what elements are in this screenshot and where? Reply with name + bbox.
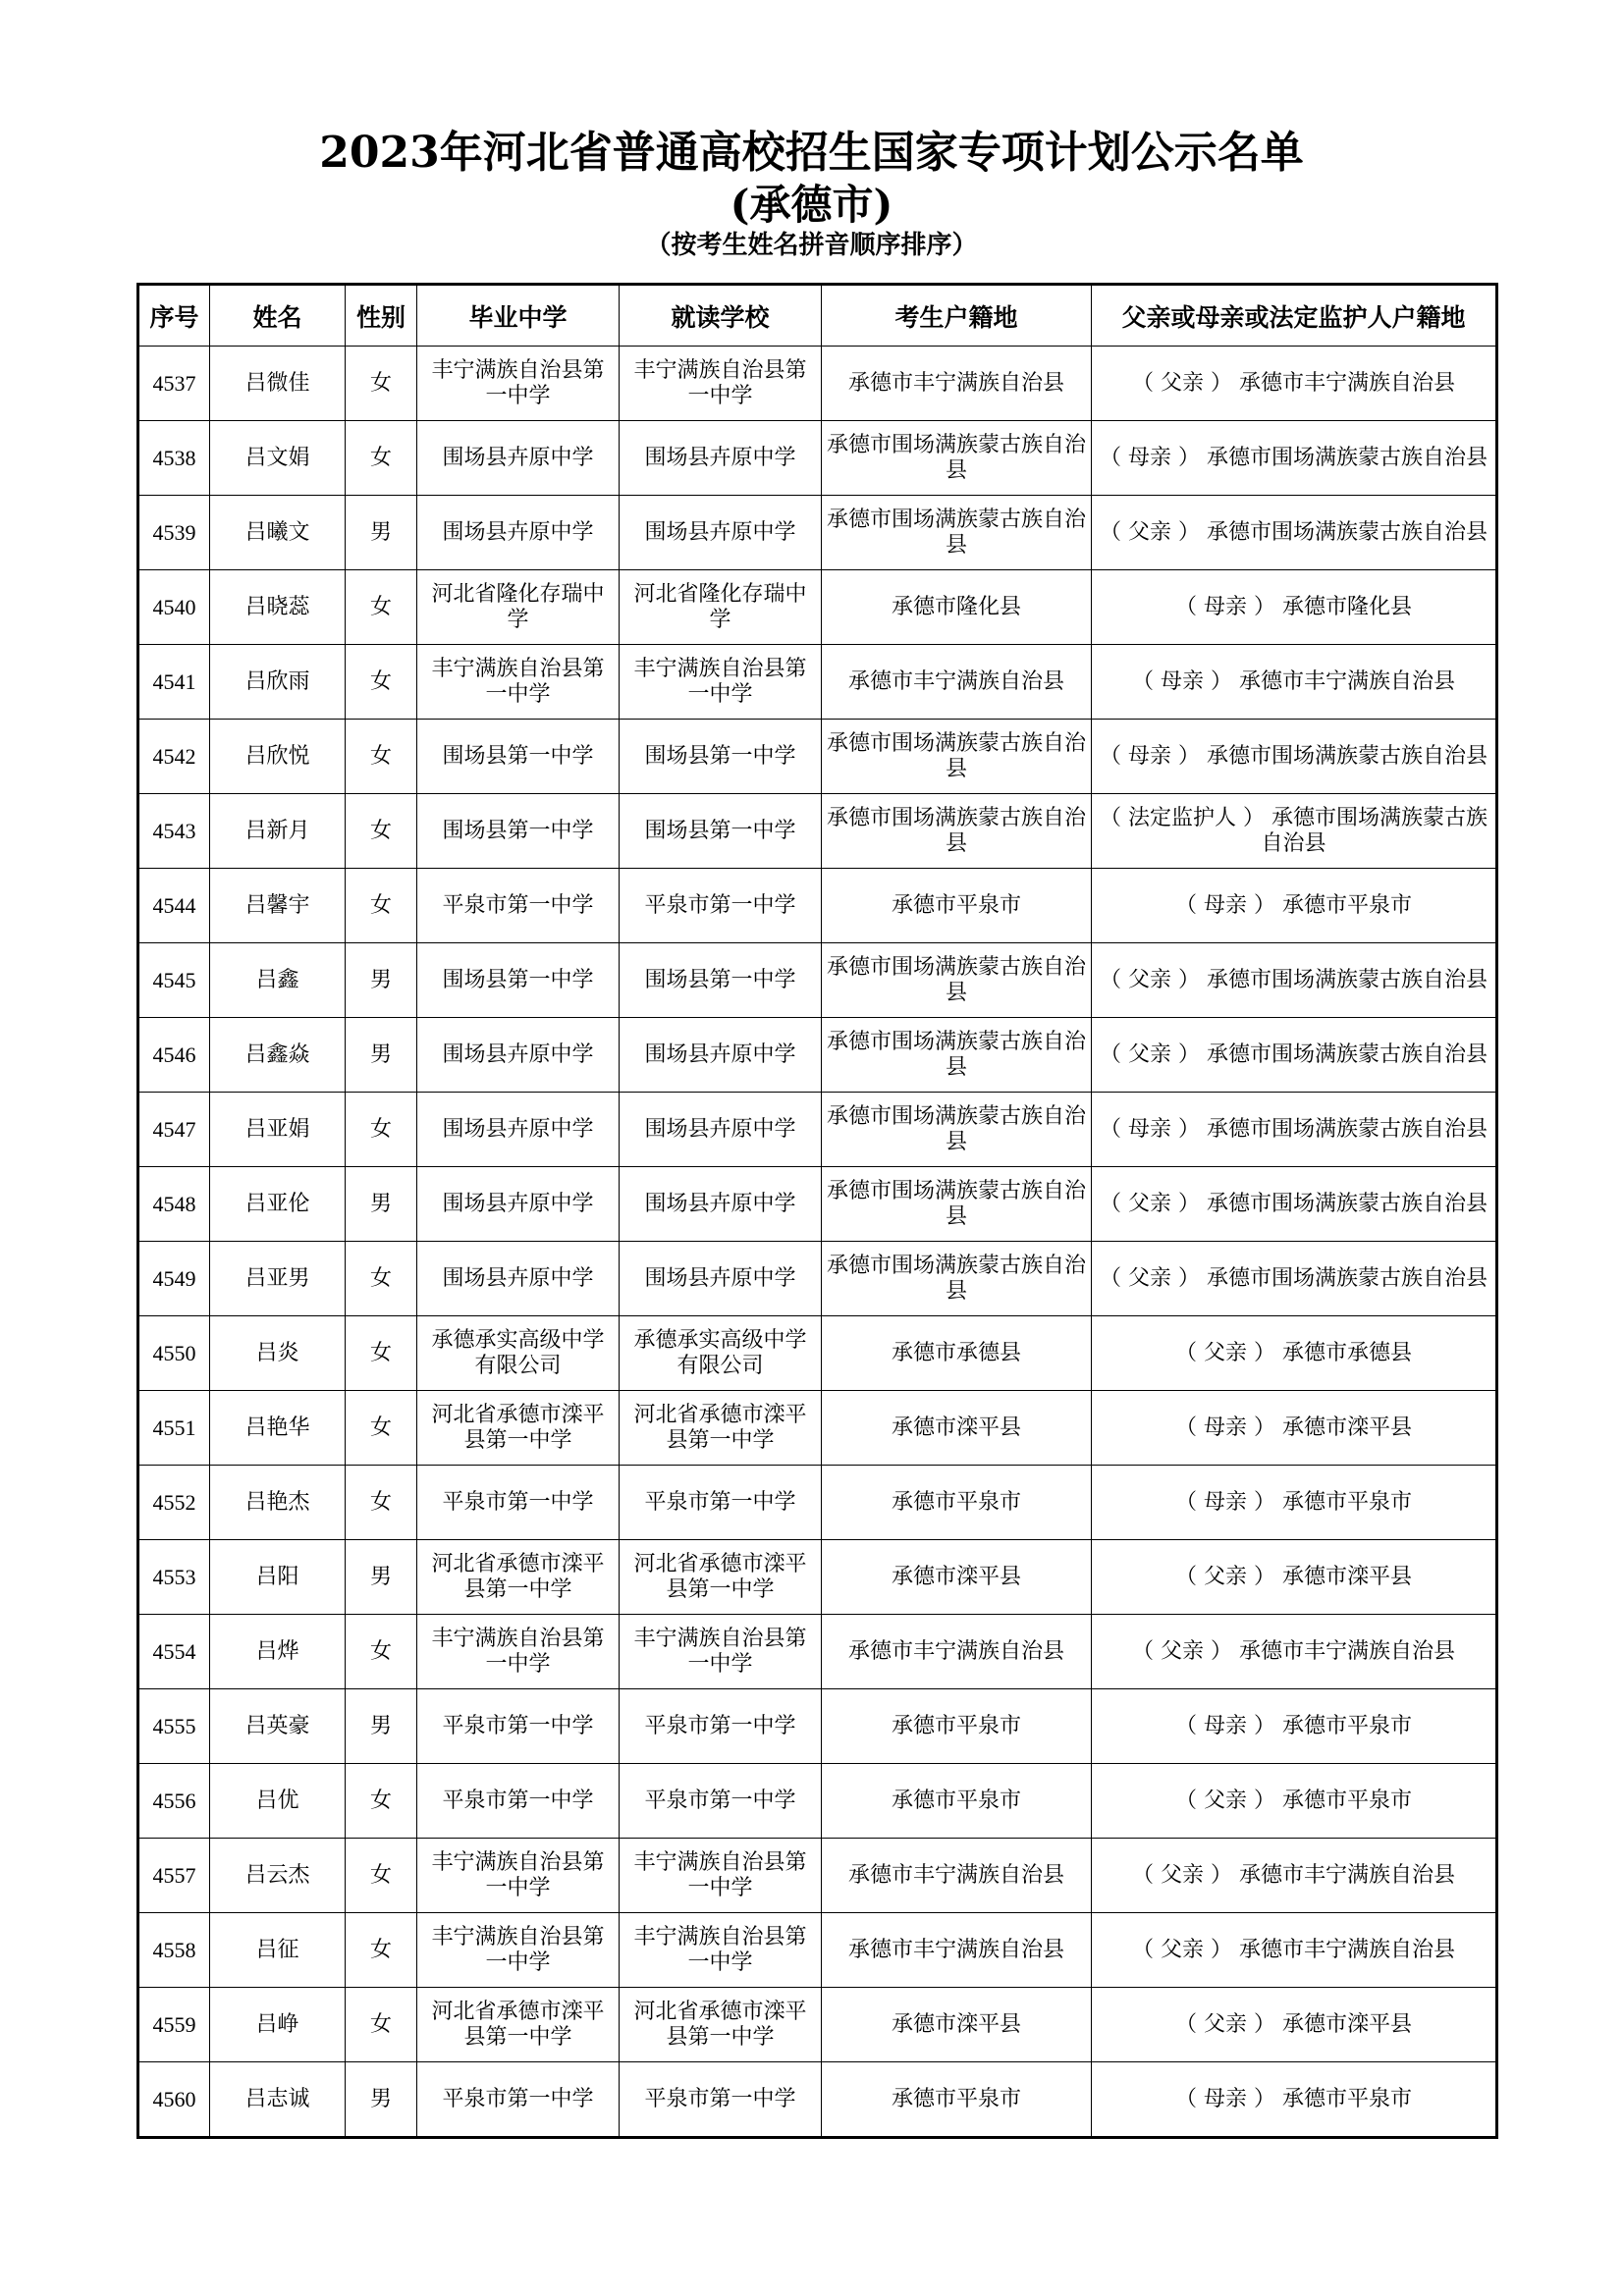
page-subtitle: (承德市) bbox=[730, 181, 893, 229]
cell-gender: 女 bbox=[346, 570, 417, 645]
cell-graduation-school: 丰宁满族自治县第一中学 bbox=[417, 645, 620, 720]
cell-guardian-registration: （ 父亲 ） 承德市滦平县 bbox=[1092, 1540, 1497, 1615]
cell-household-registration: 承德市围场满族蒙古族自治县 bbox=[822, 794, 1092, 869]
header-row bbox=[138, 285, 1497, 347]
cell-gender: 男 bbox=[346, 943, 417, 1018]
cell-number: 4557 bbox=[138, 1839, 210, 1913]
cell-guardian-registration: （ 父亲 ） 承德市平泉市 bbox=[1092, 1764, 1497, 1839]
cell-household-registration: 承德市围场满族蒙古族自治县 bbox=[822, 720, 1092, 794]
cell-gender: 女 bbox=[346, 1764, 417, 1839]
roster-table bbox=[136, 283, 1498, 2139]
cell-guardian-registration: （ 母亲 ） 承德市丰宁满族自治县 bbox=[1092, 645, 1497, 720]
cell-number: 4556 bbox=[138, 1764, 210, 1839]
cell-guardian-registration: （ 母亲 ） 承德市围场满族蒙古族自治县 bbox=[1092, 720, 1497, 794]
cell-household-registration: 承德市围场满族蒙古族自治县 bbox=[822, 943, 1092, 1018]
cell-guardian-registration: （ 父亲 ） 承德市丰宁满族自治县 bbox=[1092, 347, 1497, 421]
cell-graduation-school: 围场县卉原中学 bbox=[417, 1093, 620, 1167]
cell-graduation-school: 河北省承德市滦平县第一中学 bbox=[417, 1540, 620, 1615]
cell-number: 4539 bbox=[138, 496, 210, 570]
cell-guardian-registration: （ 父亲 ） 承德市丰宁满族自治县 bbox=[1092, 1839, 1497, 1913]
cell-gender: 女 bbox=[346, 1466, 417, 1540]
cell-name: 吕志诚 bbox=[210, 2062, 346, 2138]
table-row bbox=[138, 347, 1497, 421]
cell-gender: 女 bbox=[346, 869, 417, 943]
cell-household-registration: 承德市围场满族蒙古族自治县 bbox=[822, 496, 1092, 570]
cell-name: 吕征 bbox=[210, 1913, 346, 1988]
cell-name: 吕亚男 bbox=[210, 1242, 346, 1316]
cell-current-school: 河北省承德市滦平县第一中学 bbox=[620, 1540, 822, 1615]
cell-guardian-registration: （ 父亲 ） 承德市滦平县 bbox=[1092, 1988, 1497, 2062]
cell-gender: 女 bbox=[346, 645, 417, 720]
cell-household-registration: 承德市隆化县 bbox=[822, 570, 1092, 645]
cell-number: 4546 bbox=[138, 1018, 210, 1093]
cell-household-registration: 承德市平泉市 bbox=[822, 1466, 1092, 1540]
table-row bbox=[138, 1988, 1497, 2062]
cell-gender: 女 bbox=[346, 1242, 417, 1316]
cell-guardian-registration: （ 母亲 ） 承德市平泉市 bbox=[1092, 1466, 1497, 1540]
cell-number: 4542 bbox=[138, 720, 210, 794]
cell-name: 吕微佳 bbox=[210, 347, 346, 421]
cell-current-school: 承德承实高级中学有限公司 bbox=[620, 1316, 822, 1391]
cell-current-school: 丰宁满族自治县第一中学 bbox=[620, 1839, 822, 1913]
column-header-household-registration: 考生户籍地 bbox=[822, 285, 1092, 347]
cell-name: 吕亚娟 bbox=[210, 1093, 346, 1167]
cell-current-school: 围场县卉原中学 bbox=[620, 496, 822, 570]
cell-current-school: 丰宁满族自治县第一中学 bbox=[620, 1913, 822, 1988]
table-row bbox=[138, 570, 1497, 645]
cell-guardian-registration: （ 母亲 ） 承德市围场满族蒙古族自治县 bbox=[1092, 421, 1497, 496]
table-row bbox=[138, 1093, 1497, 1167]
table-row bbox=[138, 1540, 1497, 1615]
cell-name: 吕云杰 bbox=[210, 1839, 346, 1913]
cell-number: 4545 bbox=[138, 943, 210, 1018]
cell-graduation-school: 平泉市第一中学 bbox=[417, 869, 620, 943]
cell-name: 吕鑫焱 bbox=[210, 1018, 346, 1093]
cell-current-school: 丰宁满族自治县第一中学 bbox=[620, 347, 822, 421]
cell-guardian-registration: （ 父亲 ） 承德市围场满族蒙古族自治县 bbox=[1092, 943, 1497, 1018]
cell-graduation-school: 平泉市第一中学 bbox=[417, 1466, 620, 1540]
cell-number: 4554 bbox=[138, 1615, 210, 1689]
cell-household-registration: 承德市围场满族蒙古族自治县 bbox=[822, 1242, 1092, 1316]
cell-number: 4558 bbox=[138, 1913, 210, 1988]
cell-household-registration: 承德市围场满族蒙古族自治县 bbox=[822, 1018, 1092, 1093]
cell-guardian-registration: （ 母亲 ） 承德市平泉市 bbox=[1092, 869, 1497, 943]
cell-household-registration: 承德市平泉市 bbox=[822, 2062, 1092, 2138]
cell-gender: 男 bbox=[346, 1689, 417, 1764]
table-row bbox=[138, 1316, 1497, 1391]
page-title: 2023年河北省普通高校招生国家专项计划公示名单 bbox=[319, 128, 1304, 178]
cell-current-school: 围场县第一中学 bbox=[620, 794, 822, 869]
cell-name: 吕亚伦 bbox=[210, 1167, 346, 1242]
cell-number: 4551 bbox=[138, 1391, 210, 1466]
cell-number: 4549 bbox=[138, 1242, 210, 1316]
cell-household-registration: 承德市平泉市 bbox=[822, 1764, 1092, 1839]
cell-graduation-school: 平泉市第一中学 bbox=[417, 2062, 620, 2138]
cell-guardian-registration: （ 父亲 ） 承德市围场满族蒙古族自治县 bbox=[1092, 1018, 1497, 1093]
cell-current-school: 围场县卉原中学 bbox=[620, 1167, 822, 1242]
cell-number: 4543 bbox=[138, 794, 210, 869]
table-row bbox=[138, 1913, 1497, 1988]
cell-household-registration: 承德市平泉市 bbox=[822, 869, 1092, 943]
cell-name: 吕阳 bbox=[210, 1540, 346, 1615]
cell-guardian-registration: （ 父亲 ） 承德市丰宁满族自治县 bbox=[1092, 1615, 1497, 1689]
cell-guardian-registration: （ 母亲 ） 承德市平泉市 bbox=[1092, 1689, 1497, 1764]
cell-current-school: 围场县第一中学 bbox=[620, 720, 822, 794]
table-row bbox=[138, 2062, 1497, 2138]
table-row bbox=[138, 869, 1497, 943]
cell-number: 4553 bbox=[138, 1540, 210, 1615]
cell-current-school: 河北省承德市滦平县第一中学 bbox=[620, 1391, 822, 1466]
cell-graduation-school: 围场县卉原中学 bbox=[417, 1018, 620, 1093]
cell-household-registration: 承德市围场满族蒙古族自治县 bbox=[822, 1093, 1092, 1167]
cell-gender: 女 bbox=[346, 1839, 417, 1913]
column-header-name: 姓名 bbox=[210, 285, 346, 347]
column-header-gender: 性别 bbox=[346, 285, 417, 347]
cell-gender: 男 bbox=[346, 1540, 417, 1615]
cell-current-school: 丰宁满族自治县第一中学 bbox=[620, 1615, 822, 1689]
cell-number: 4540 bbox=[138, 570, 210, 645]
column-header-graduation-school: 毕业中学 bbox=[417, 285, 620, 347]
cell-gender: 女 bbox=[346, 347, 417, 421]
cell-current-school: 围场县卉原中学 bbox=[620, 1242, 822, 1316]
column-header-number: 序号 bbox=[138, 285, 210, 347]
cell-guardian-registration: （ 母亲 ） 承德市滦平县 bbox=[1092, 1391, 1497, 1466]
cell-graduation-school: 承德承实高级中学有限公司 bbox=[417, 1316, 620, 1391]
cell-name: 吕艳杰 bbox=[210, 1466, 346, 1540]
cell-number: 4552 bbox=[138, 1466, 210, 1540]
cell-household-registration: 承德市丰宁满族自治县 bbox=[822, 645, 1092, 720]
cell-current-school: 丰宁满族自治县第一中学 bbox=[620, 645, 822, 720]
cell-current-school: 平泉市第一中学 bbox=[620, 1764, 822, 1839]
cell-gender: 女 bbox=[346, 1913, 417, 1988]
cell-household-registration: 承德市围场满族蒙古族自治县 bbox=[822, 1167, 1092, 1242]
cell-graduation-school: 丰宁满族自治县第一中学 bbox=[417, 1839, 620, 1913]
cell-graduation-school: 围场县卉原中学 bbox=[417, 1167, 620, 1242]
cell-gender: 男 bbox=[346, 1167, 417, 1242]
table-row bbox=[138, 1466, 1497, 1540]
cell-graduation-school: 平泉市第一中学 bbox=[417, 1764, 620, 1839]
cell-household-registration: 承德市平泉市 bbox=[822, 1689, 1092, 1764]
table-row bbox=[138, 1391, 1497, 1466]
cell-guardian-registration: （ 法定监护人 ） 承德市围场满族蒙古族自治县 bbox=[1092, 794, 1497, 869]
cell-household-registration: 承德市滦平县 bbox=[822, 1988, 1092, 2062]
cell-graduation-school: 河北省承德市滦平县第一中学 bbox=[417, 1391, 620, 1466]
cell-current-school: 围场县第一中学 bbox=[620, 943, 822, 1018]
cell-graduation-school: 河北省承德市滦平县第一中学 bbox=[417, 1988, 620, 2062]
cell-household-registration: 承德市丰宁满族自治县 bbox=[822, 1913, 1092, 1988]
cell-gender: 女 bbox=[346, 794, 417, 869]
cell-gender: 男 bbox=[346, 1018, 417, 1093]
table-row bbox=[138, 1839, 1497, 1913]
cell-graduation-school: 围场县卉原中学 bbox=[417, 421, 620, 496]
cell-graduation-school: 围场县第一中学 bbox=[417, 794, 620, 869]
cell-gender: 女 bbox=[346, 1391, 417, 1466]
cell-graduation-school: 河北省隆化存瑞中学 bbox=[417, 570, 620, 645]
cell-guardian-registration: （ 父亲 ） 承德市围场满族蒙古族自治县 bbox=[1092, 1242, 1497, 1316]
cell-graduation-school: 平泉市第一中学 bbox=[417, 1689, 620, 1764]
cell-graduation-school: 丰宁满族自治县第一中学 bbox=[417, 347, 620, 421]
cell-name: 吕烨 bbox=[210, 1615, 346, 1689]
table-row bbox=[138, 1242, 1497, 1316]
cell-number: 4538 bbox=[138, 421, 210, 496]
cell-gender: 女 bbox=[346, 1615, 417, 1689]
table-row bbox=[138, 1764, 1497, 1839]
cell-gender: 男 bbox=[346, 2062, 417, 2138]
cell-name: 吕馨宇 bbox=[210, 869, 346, 943]
cell-graduation-school: 丰宁满族自治县第一中学 bbox=[417, 1615, 620, 1689]
cell-number: 4541 bbox=[138, 645, 210, 720]
cell-graduation-school: 围场县第一中学 bbox=[417, 720, 620, 794]
cell-gender: 女 bbox=[346, 1093, 417, 1167]
table-row bbox=[138, 1018, 1497, 1093]
cell-name: 吕艳华 bbox=[210, 1391, 346, 1466]
cell-number: 4547 bbox=[138, 1093, 210, 1167]
column-header-guardian-registration: 父亲或母亲或法定监护人户籍地 bbox=[1092, 285, 1497, 347]
cell-guardian-registration: （ 父亲 ） 承德市围场满族蒙古族自治县 bbox=[1092, 496, 1497, 570]
cell-number: 4560 bbox=[138, 2062, 210, 2138]
cell-gender: 女 bbox=[346, 1316, 417, 1391]
cell-household-registration: 承德市围场满族蒙古族自治县 bbox=[822, 421, 1092, 496]
cell-current-school: 围场县卉原中学 bbox=[620, 1093, 822, 1167]
cell-current-school: 河北省隆化存瑞中学 bbox=[620, 570, 822, 645]
table-row bbox=[138, 794, 1497, 869]
table-row bbox=[138, 496, 1497, 570]
cell-name: 吕炎 bbox=[210, 1316, 346, 1391]
column-header-current-school: 就读学校 bbox=[620, 285, 822, 347]
cell-gender: 女 bbox=[346, 421, 417, 496]
cell-household-registration: 承德市丰宁满族自治县 bbox=[822, 1615, 1092, 1689]
table-row bbox=[138, 421, 1497, 496]
table-row bbox=[138, 1689, 1497, 1764]
cell-name: 吕鑫 bbox=[210, 943, 346, 1018]
table-row bbox=[138, 943, 1497, 1018]
cell-current-school: 河北省承德市滦平县第一中学 bbox=[620, 1988, 822, 2062]
cell-guardian-registration: （ 父亲 ） 承德市丰宁满族自治县 bbox=[1092, 1913, 1497, 1988]
table-row bbox=[138, 1615, 1497, 1689]
roster-body bbox=[138, 347, 1497, 2138]
cell-name: 吕曦文 bbox=[210, 496, 346, 570]
cell-household-registration: 承德市丰宁满族自治县 bbox=[822, 347, 1092, 421]
sort-note: （按考生姓名拼音顺序排序） bbox=[645, 231, 978, 260]
cell-current-school: 围场县卉原中学 bbox=[620, 421, 822, 496]
cell-guardian-registration: （ 母亲 ） 承德市平泉市 bbox=[1092, 2062, 1497, 2138]
cell-name: 吕晓蕊 bbox=[210, 570, 346, 645]
cell-gender: 女 bbox=[346, 1988, 417, 2062]
cell-gender: 男 bbox=[346, 496, 417, 570]
cell-name: 吕英豪 bbox=[210, 1689, 346, 1764]
cell-household-registration: 承德市滦平县 bbox=[822, 1540, 1092, 1615]
cell-name: 吕优 bbox=[210, 1764, 346, 1839]
cell-name: 吕欣雨 bbox=[210, 645, 346, 720]
table-row bbox=[138, 645, 1497, 720]
cell-current-school: 平泉市第一中学 bbox=[620, 2062, 822, 2138]
cell-name: 吕文娟 bbox=[210, 421, 346, 496]
cell-guardian-registration: （ 母亲 ） 承德市隆化县 bbox=[1092, 570, 1497, 645]
cell-graduation-school: 围场县第一中学 bbox=[417, 943, 620, 1018]
cell-number: 4548 bbox=[138, 1167, 210, 1242]
cell-current-school: 平泉市第一中学 bbox=[620, 1466, 822, 1540]
cell-graduation-school: 围场县卉原中学 bbox=[417, 1242, 620, 1316]
cell-number: 4537 bbox=[138, 347, 210, 421]
cell-gender: 女 bbox=[346, 720, 417, 794]
cell-name: 吕新月 bbox=[210, 794, 346, 869]
cell-current-school: 平泉市第一中学 bbox=[620, 869, 822, 943]
cell-household-registration: 承德市丰宁满族自治县 bbox=[822, 1839, 1092, 1913]
cell-current-school: 围场县卉原中学 bbox=[620, 1018, 822, 1093]
table-row bbox=[138, 1167, 1497, 1242]
cell-number: 4559 bbox=[138, 1988, 210, 2062]
cell-graduation-school: 丰宁满族自治县第一中学 bbox=[417, 1913, 620, 1988]
cell-household-registration: 承德市滦平县 bbox=[822, 1391, 1092, 1466]
cell-name: 吕峥 bbox=[210, 1988, 346, 2062]
cell-number: 4550 bbox=[138, 1316, 210, 1391]
cell-household-registration: 承德市承德县 bbox=[822, 1316, 1092, 1391]
cell-number: 4544 bbox=[138, 869, 210, 943]
cell-current-school: 平泉市第一中学 bbox=[620, 1689, 822, 1764]
cell-guardian-registration: （ 父亲 ） 承德市围场满族蒙古族自治县 bbox=[1092, 1167, 1497, 1242]
table-row bbox=[138, 720, 1497, 794]
cell-name: 吕欣悦 bbox=[210, 720, 346, 794]
cell-number: 4555 bbox=[138, 1689, 210, 1764]
cell-graduation-school: 围场县卉原中学 bbox=[417, 496, 620, 570]
cell-guardian-registration: （ 母亲 ） 承德市围场满族蒙古族自治县 bbox=[1092, 1093, 1497, 1167]
cell-guardian-registration: （ 父亲 ） 承德市承德县 bbox=[1092, 1316, 1497, 1391]
